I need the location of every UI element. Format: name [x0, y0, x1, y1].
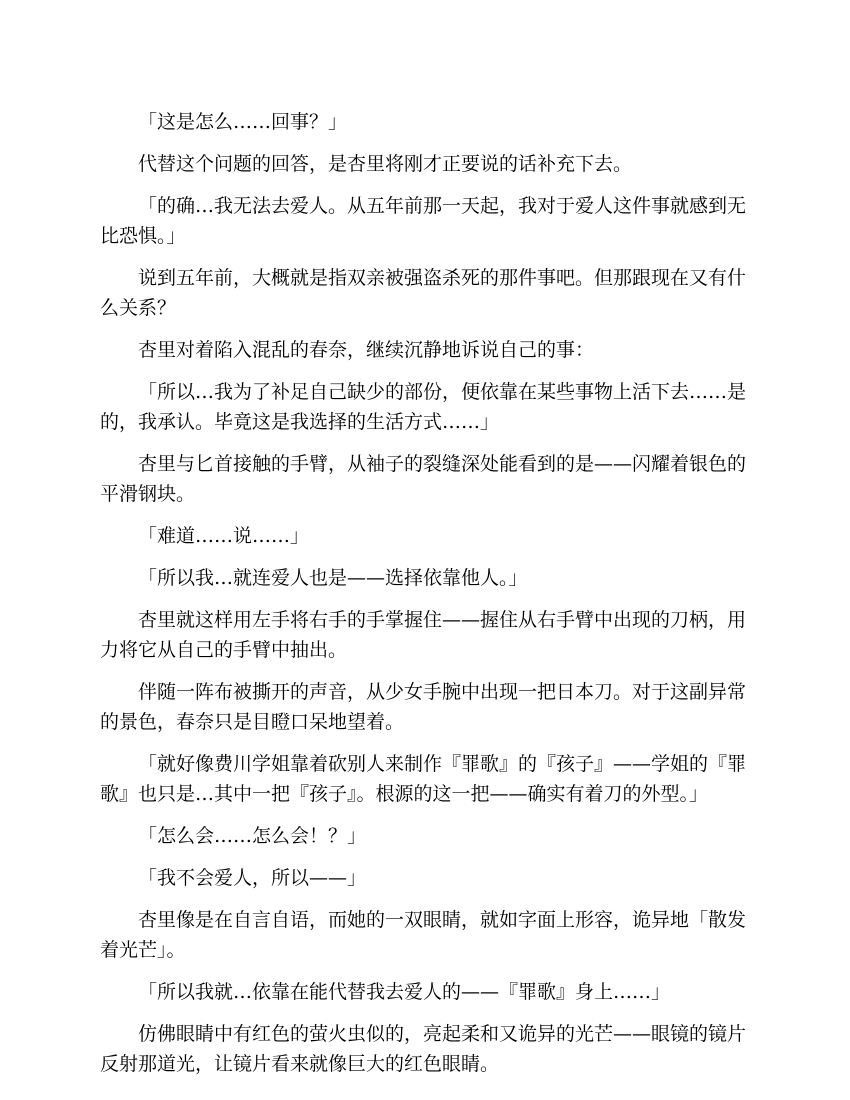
paragraph: 「我不会爱人，所以——」 — [138, 867, 367, 889]
paragraph: 「怎么会……怎么会！？」 — [138, 825, 367, 847]
paragraph: 「的确…我无法去爱人。从五年前那一天起，我对于爱人这件事就感到无比恐惧。」 — [100, 195, 747, 247]
paragraph: 「就好像费川学姐靠着砍别人来制作『罪歌』的『孩子』——学姐的『罪歌』也只是…其中一把『孩子』。根源的这一把——确实有着刀的外型。」 — [100, 753, 747, 805]
paragraph: 「所以…我为了补足自己缺少的部份，便依靠在某些事物上活下去……是的，我承认。毕竟这是我选择的生活方式……」 — [100, 381, 747, 433]
paragraph: 说到五年前，大概就是指双亲被强盗杀死的那件事吧。但那跟现在又有什么关系？ — [100, 267, 747, 319]
paragraph: 杏里对着陷入混乱的春奈，继续沉静地诉说自己的事： — [138, 339, 595, 361]
paragraph: 代替这个问题的回答，是杏里将刚才正要说的话补充下去。 — [138, 153, 633, 175]
paragraph: 伴随一阵布被撕开的声音，从少女手腕中出现一把日本刀。对于这副异常的景色，春奈只是目瞪口呆地望着。 — [100, 681, 747, 733]
paragraph: 杏里像是在自言自语，而她的一双眼睛，就如字面上形容，诡异地「散发着光芒」。 — [100, 909, 747, 961]
paragraph: 仿佛眼睛中有红色的萤火虫似的，亮起柔和又诡异的光芒——眼镜的镜片反射那道光，让镜片看来就像巨大的红色眼睛。 — [100, 1023, 747, 1075]
paragraph: 「这是怎么……回事？」 — [138, 111, 348, 133]
paragraph: 「所以我…就连爱人也是——选择依靠他人。」 — [138, 567, 528, 589]
paragraph: 杏里与匕首接触的手臂，从袖子的裂缝深处能看到的是——闪耀着银色的平滑钢块。 — [100, 453, 747, 505]
document-page — [100, 107, 746, 1091]
paragraph: 杏里就这样用左手将右手的手掌握住——握住从右手臂中出现的刀柄，用力将它从自己的手臂中抽出。 — [100, 609, 747, 661]
paragraph: 「所以我就…依靠在能代替我去爱人的——『罪歌』身上……」 — [138, 981, 671, 1003]
paragraph: 「难道……说……」 — [138, 525, 310, 547]
